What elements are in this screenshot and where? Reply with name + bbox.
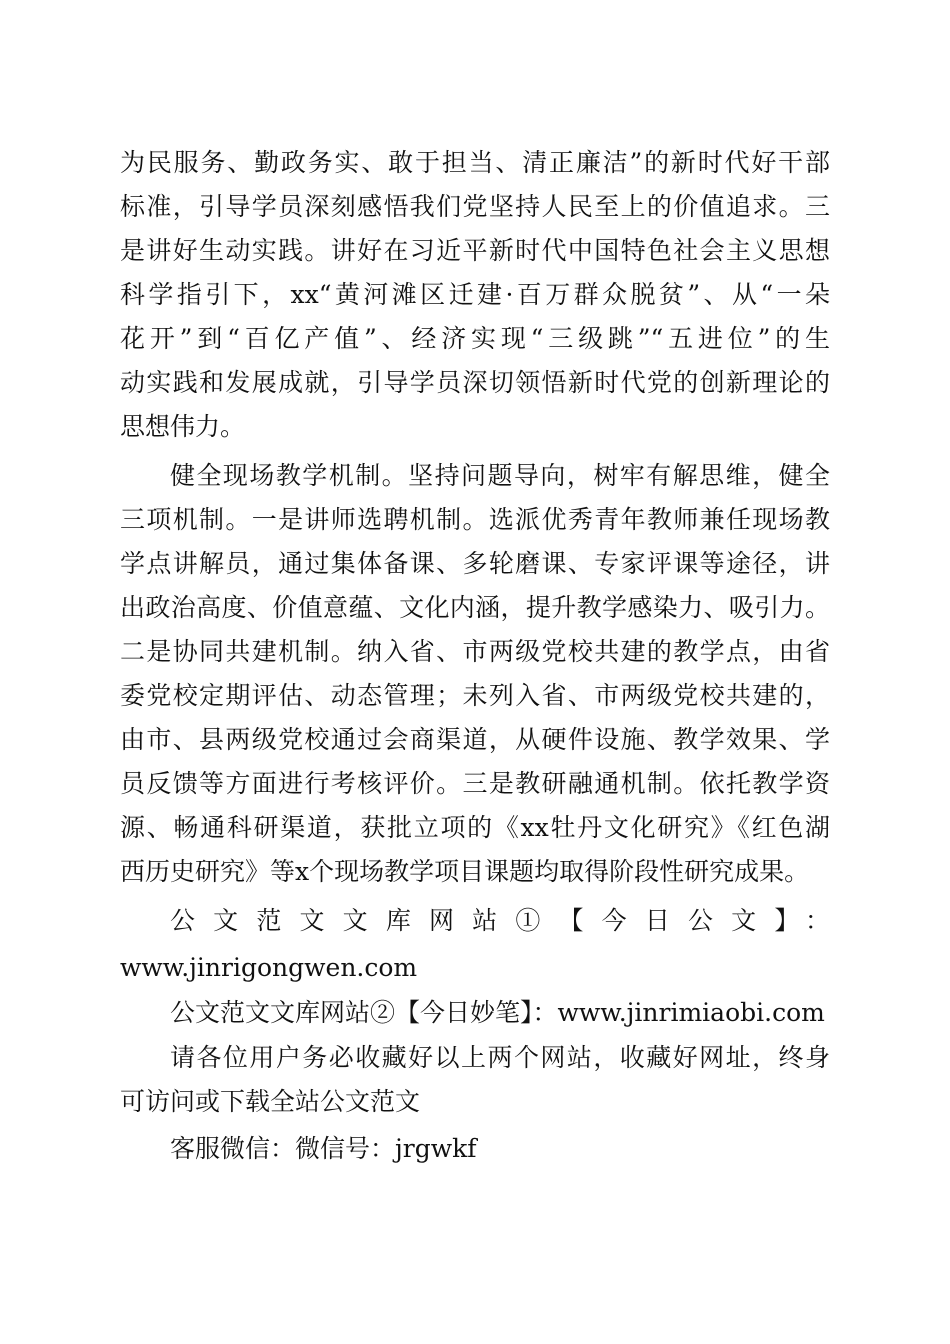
paragraph-2-line-1: 健全现场教学机制。坚持问题导向，树牢有解思维，健全 [170,461,830,490]
paragraph-1-line-7: 思想伟力。 [120,412,246,441]
paragraph-1-line-3: 是讲好生动实践。讲好在习近平新时代中国特色社会主义思想 [120,236,830,265]
customer-service-wechat: 客服微信：微信号：jrgwkf [170,1134,477,1163]
paragraph-2-line-6: 委党校定期评估、动态管理；未列入省、市两级党校共建的， [120,681,830,710]
paragraph-2-line-2: 三项机制。一是讲师选聘机制。选派优秀青年教师兼任现场教 [120,505,830,534]
paragraph-1-line-2: 标准，引导学员深刻感悟我们党坚持人民至上的价值追求。三 [120,192,830,221]
paragraph-1-line-6: 动实践和发展成就，引导学员深切领悟新时代党的创新理论的 [120,368,830,397]
bookmark-notice-line-2: 可访问或下载全站公文范文 [120,1087,421,1116]
paragraph-1-line-4: 科学指引下，xx“黄河滩区迁建·百万群众脱贫”、从“一朵 [120,280,830,309]
paragraph-2-line-5: 二是协同共建机制。纳入省、市两级党校共建的教学点，由省 [120,637,830,666]
paragraph-2-line-3: 学点讲解员，通过集体备课、多轮磨课、专家评课等途径，讲 [120,549,830,578]
paragraph-2-line-4: 出政治高度、价值意蕴、文化内涵，提升教学感染力、吸引力。 [120,593,830,622]
site-1-label: 公文范文文库网站①【今日公文】： [170,906,830,935]
site-1-url: www.jinrigongwen.com [120,953,418,982]
site-2-label-url: 公文范文文库网站②【今日妙笔】：www.jinrimiaobi.com [170,998,825,1027]
paragraph-2-line-7: 由市、县两级党校通过会商渠道，从硬件设施、教学效果、学 [120,725,830,754]
paragraph-1-line-1: 为民服务、勤政务实、敢于担当、清正廉洁”的新时代好干部 [120,148,830,177]
paragraph-2-line-9: 源、畅通科研渠道，获批立项的《xx牡丹文化研究》《红色湖 [120,813,830,842]
paragraph-2-line-8: 员反馈等方面进行考核评价。三是教研融通机制。依托教学资 [120,769,830,798]
paragraph-2-line-10: 西历史研究》等x个现场教学项目课题均取得阶段性研究成果。 [120,857,810,886]
bookmark-notice-line-1: 请各位用户务必收藏好以上两个网站，收藏好网址，终身 [170,1043,830,1072]
paragraph-1-line-5: 花开”到“百亿产值”、经济实现“三级跳”“五进位”的生 [120,324,830,353]
